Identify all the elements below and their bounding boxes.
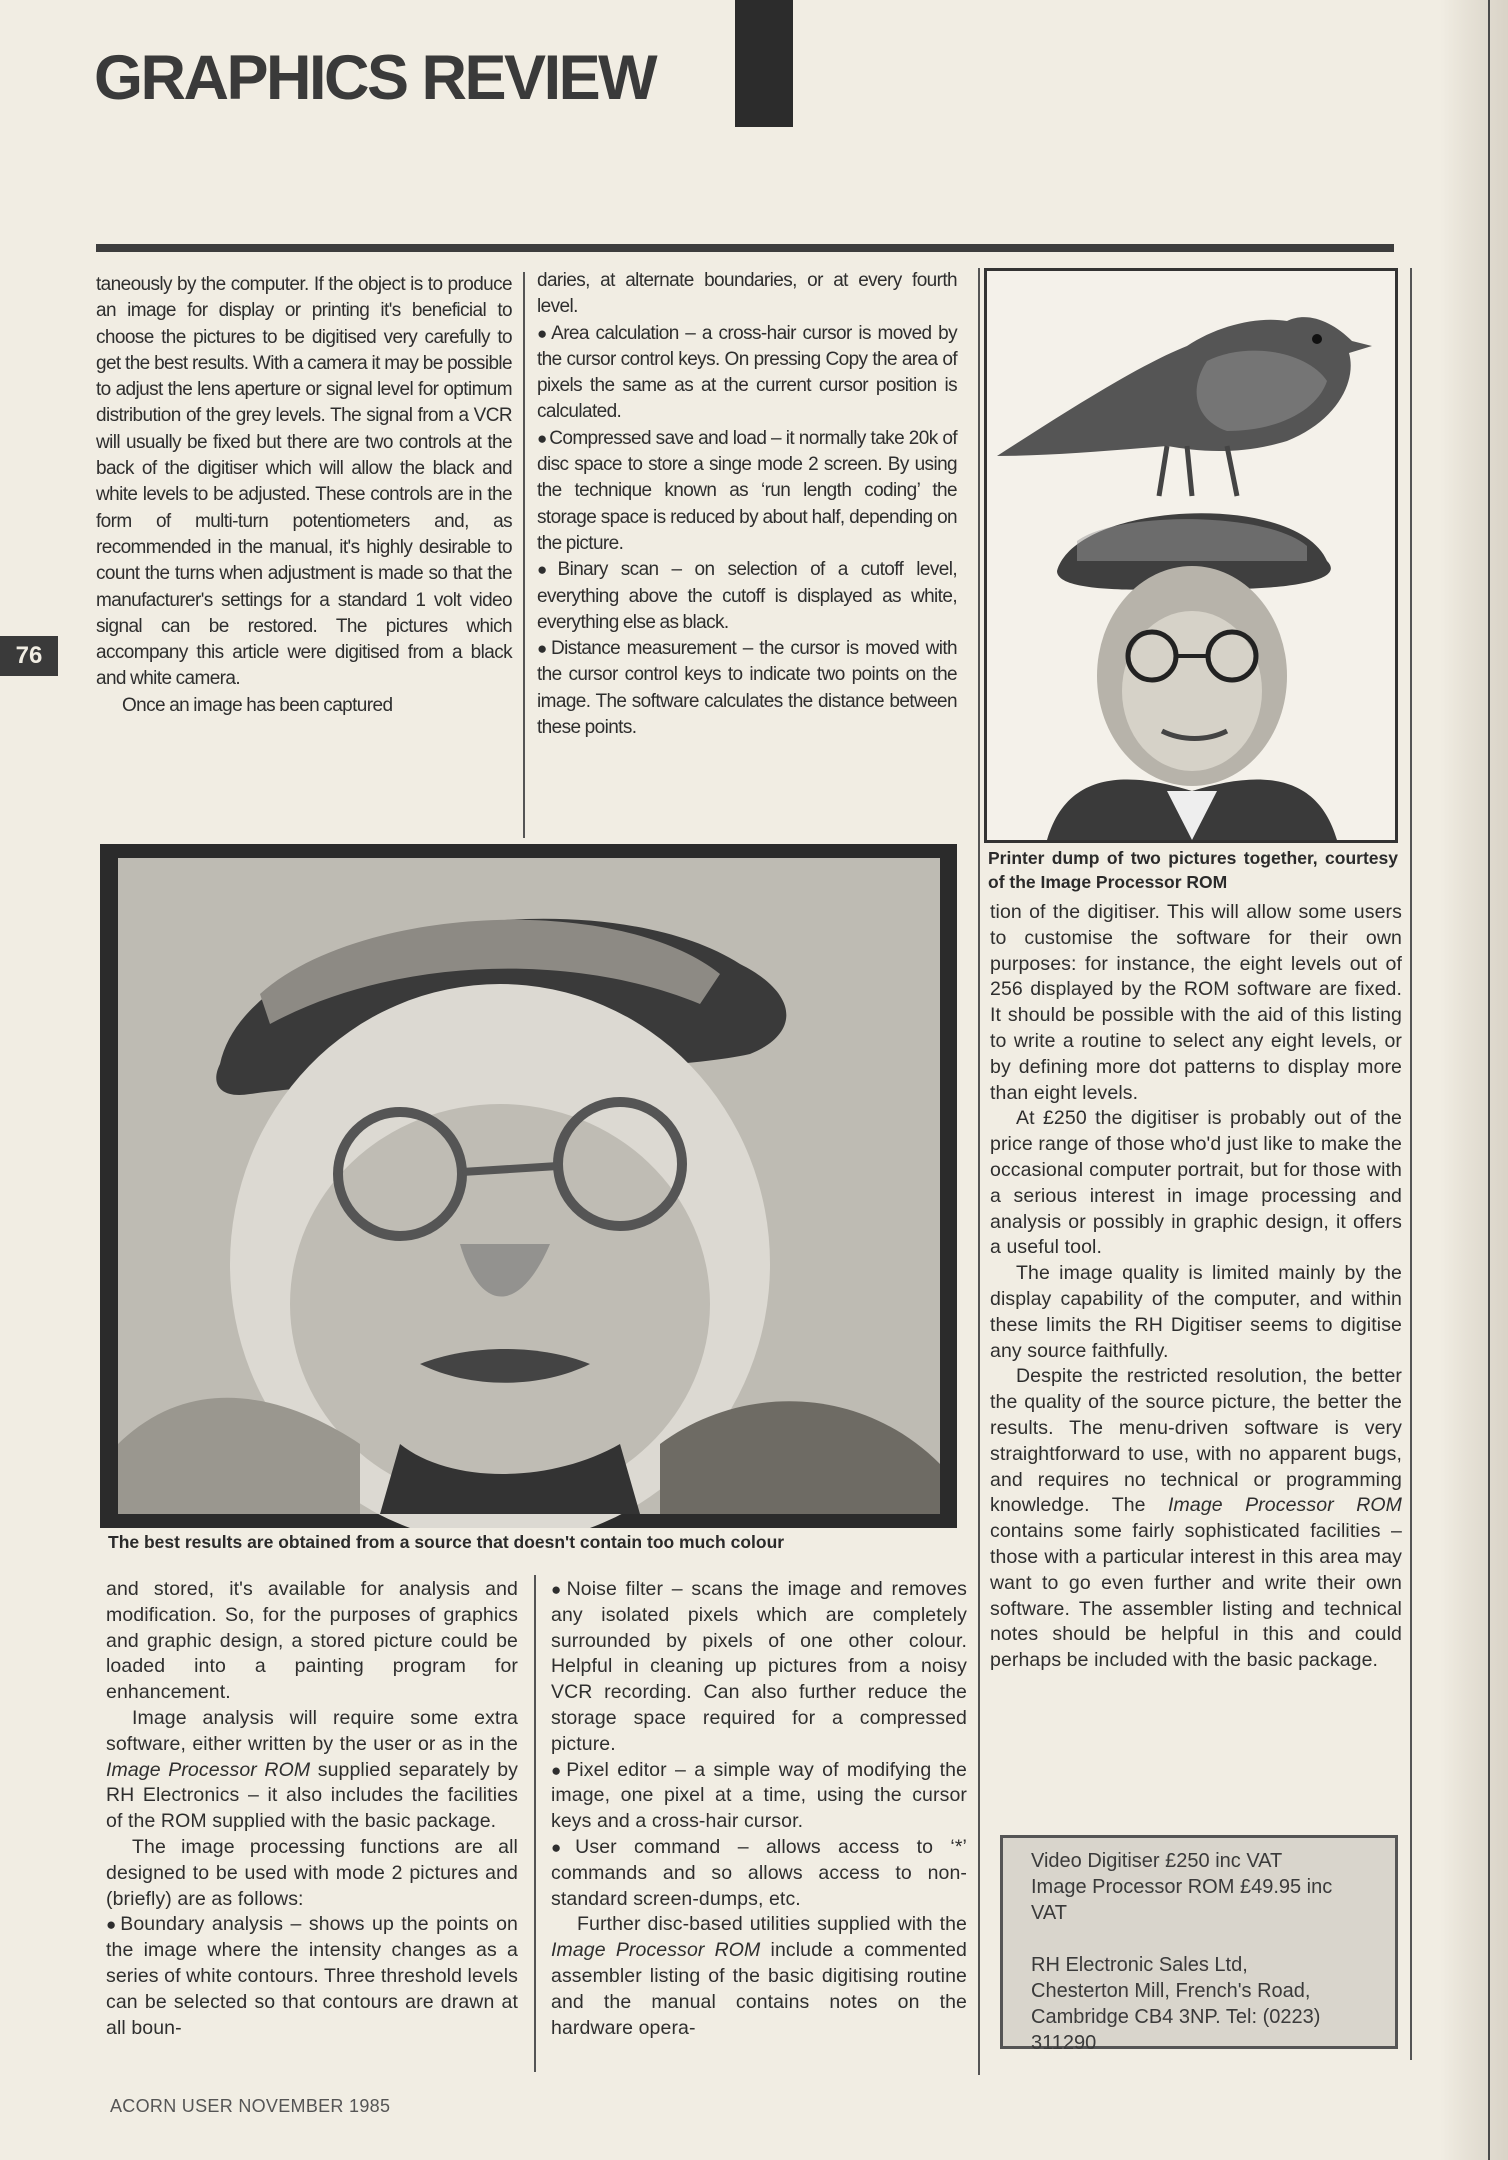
- text-run: Once an image has been captured: [122, 694, 393, 716]
- paragraph: [990, 1261, 1402, 1364]
- text-run: contains some fairly sophisticated facilities – those with a particular interest in this area may want to go even further and write their own software. The assembler listing and technical notes should be helpful in this and could perhaps be included with the basic package.: [990, 1520, 1402, 1672]
- footer-issue-line: ACORN USER NOVEMBER 1985: [110, 2096, 391, 2116]
- bird-and-man-picture: [987, 271, 1395, 840]
- portrait-figure: [100, 844, 957, 1528]
- text-run: daries, at alternate boundaries, or at every fourth level.: [537, 270, 957, 318]
- bullet-item: [106, 1912, 518, 2041]
- paragraph: [990, 900, 1402, 1106]
- header-rule: [96, 244, 1394, 252]
- column-divider: [1410, 268, 1412, 2060]
- text-run: The image processing functions are all designed to be used with mode 2 pictures and (briefly) are as follows:: [106, 1835, 518, 1910]
- paragraph: [537, 268, 957, 321]
- info-line: VAT: [1031, 1902, 1067, 1924]
- column-top-left: [96, 272, 512, 719]
- printer-dump-caption: Printer dump of two pictures together, courtesy of the Image Processor ROM: [988, 848, 1398, 892]
- section-title: GRAPHICS REVIEW: [94, 43, 656, 113]
- column-bottom-left: [106, 1577, 518, 2041]
- text-run: Area calculation – a cross-hair cursor is moved by the cursor control keys. On pressing Copy the area of pixels the same as at the current cursor position is calculated.: [537, 322, 957, 423]
- text-run: include a commented assembler listing of the basic digitising routine and the manual contains notes on the hardware opera-: [551, 1939, 967, 2039]
- column-divider: [523, 272, 525, 838]
- paragraph: [990, 1364, 1402, 1674]
- bird-illustration: [997, 317, 1372, 496]
- bullet-item: [537, 557, 957, 636]
- text-run: Further disc-based utilities supplied with the: [577, 1913, 967, 1936]
- bullet-icon: ●: [537, 639, 550, 659]
- man-with-cap-illustration: [1047, 513, 1337, 840]
- price-info-box: [1000, 1835, 1398, 2054]
- paragraph: [551, 1912, 967, 2041]
- text-run: tion of the digitiser. This will allow some users to customise the software for their own purposes: for instance, the eight levels out of 256 displayed by the ROM software are fixed. It should be possible with the aid of this listing to write a routine to select any eight levels, or by defining more dot patterns to display more than eight levels.: [990, 901, 1402, 1104]
- page-gutter: [1440, 0, 1508, 2160]
- text-run: Image analysis will require some extra software, either written by the user or as in the: [106, 1706, 518, 1755]
- next-page-edge: [1488, 0, 1490, 2160]
- column-top-middle: [537, 268, 957, 741]
- printer-dump-figure: [984, 268, 1398, 843]
- text-run: Distance measurement – the cursor is moved with the cursor control keys to indicate two points on the image. The software calculates the distance between these points.: [537, 638, 958, 739]
- title-block-decoration: [735, 0, 793, 127]
- info-line: Image Processor ROM £49.95 inc: [1031, 1876, 1333, 1898]
- bullet-item: [537, 636, 957, 741]
- info-line: 311290: [1031, 2032, 1097, 2054]
- bullet-icon: ●: [551, 1760, 565, 1780]
- italic-product-name: Image Processor ROM: [1168, 1494, 1402, 1517]
- bullet-item: [537, 426, 957, 557]
- info-line: RH Electronic Sales Ltd,: [1031, 1954, 1248, 1976]
- info-line: Video Digitiser £250 inc VAT: [1031, 1850, 1283, 1872]
- paragraph: [96, 693, 512, 719]
- paragraph: [106, 1577, 518, 1706]
- italic-product-name: Image Processor ROM: [551, 1939, 761, 1962]
- text-run: User command – allows access to ‘*’ commands and so allows access to non-standard screen-dumps, etc.: [551, 1835, 967, 1910]
- italic-product-name: Image Processor ROM: [106, 1758, 311, 1781]
- text-run: Boundary analysis – shows up the points on the image where the intensity changes as a series of white contours. Three threshold levels can be selected so that contours are drawn at all boun-: [106, 1913, 518, 2039]
- bullet-icon: ●: [106, 1915, 119, 1935]
- column-bottom-middle: [551, 1577, 967, 2041]
- column-right: [990, 900, 1402, 1674]
- bullet-item: [551, 1577, 967, 1758]
- column-divider: [534, 1575, 536, 2072]
- bullet-icon: ●: [537, 323, 550, 343]
- text-run: taneously by the computer. If the object is to produce an image for display or printing it's beneficial to choose the pictures to be digitised very carefully to get the best results. With a camera it may be possible to adjust the lens aperture or signal level for optimum distribution of the grey levels. The signal from a VCR will usually be fixed but there are two controls at the back of the digitiser which will allow the black and white levels to be adjusted. These controls are in the form of multi-turn potentiometers and, as recommended in the manual, it's highly desirable to count the turns when adjustment is made so that the manufacturer's settings for a standard 1 volt video signal can be restored. The pictures which accompany this article were digitised from a black and white camera.: [96, 274, 512, 690]
- bullet-icon: ●: [537, 560, 556, 580]
- text-run: and stored, it's available for analysis and modification. So, for the purposes of graphics and graphic design, a stored picture could be loaded into a painting program for enhancement.: [106, 1578, 518, 1704]
- paragraph: [106, 1706, 518, 1835]
- bullet-icon: ●: [551, 1580, 565, 1599]
- bullet-item: [551, 1758, 967, 1835]
- text-run: Despite the restricted resolution, the better the quality of the source picture, the better the results. The menu-driven software is very straightforward to use, with no apparent bugs, and requires no technical or programming knowledge. The: [990, 1365, 1402, 1517]
- bullet-item: [537, 321, 957, 426]
- portrait-caption: The best results are obtained from a source that doesn't contain too much colour: [108, 1532, 785, 1552]
- text-run: Pixel editor – a simple way of modifying the image, one pixel at a time, using the cursor keys and a cross-hair cursor.: [551, 1758, 968, 1833]
- text-run: Binary scan – on selection of a cutoff level, everything above the cutoff is displayed as white, everything else as black.: [537, 559, 957, 633]
- bullet-item: [551, 1835, 967, 1912]
- bullet-icon: ●: [537, 428, 548, 448]
- page-number: 76: [0, 636, 58, 676]
- text-run: At £250 the digitiser is probably out of the price range of those who'd just like to make the occasional computer portrait, but for those with a serious interest in image processing and analysis or possibly in graphic design, it offers a useful tool.: [990, 1107, 1402, 1259]
- paragraph: [990, 1106, 1402, 1261]
- text-run: Noise filter – scans the image and removes any isolated pixels which are completely surrounded by pixels of one other colour. Helpful in cleaning up pictures from a noisy VCR recording. Can also further reduce the storage space required for a compressed picture.: [551, 1578, 967, 1755]
- bullet-icon: ●: [551, 1837, 574, 1857]
- info-line: Chesterton Mill, French's Road,: [1031, 1980, 1311, 2002]
- info-line: [1031, 1926, 1395, 1952]
- digitised-portrait-picture: [100, 844, 957, 1528]
- info-line: Cambridge CB4 3NP. Tel: (0223): [1031, 2006, 1321, 2028]
- text-run: Compressed save and load – it normally take 20k of disc space to store a singe mode 2 screen. By using the technique known as ‘run length coding’ the storage space is reduced by about half, depending on the picture.: [537, 427, 958, 554]
- text-run: The image quality is limited mainly by the display capability of the computer, and within these limits the RH Digitiser seems to digitise any source faithfully.: [990, 1262, 1402, 1362]
- paragraph: [106, 1835, 518, 1912]
- column-divider: [978, 268, 980, 2075]
- text-run: supplied separately by RH Electronics – it also includes the facilities of the ROM supplied with the basic package.: [106, 1758, 518, 1833]
- paragraph: [96, 272, 512, 693]
